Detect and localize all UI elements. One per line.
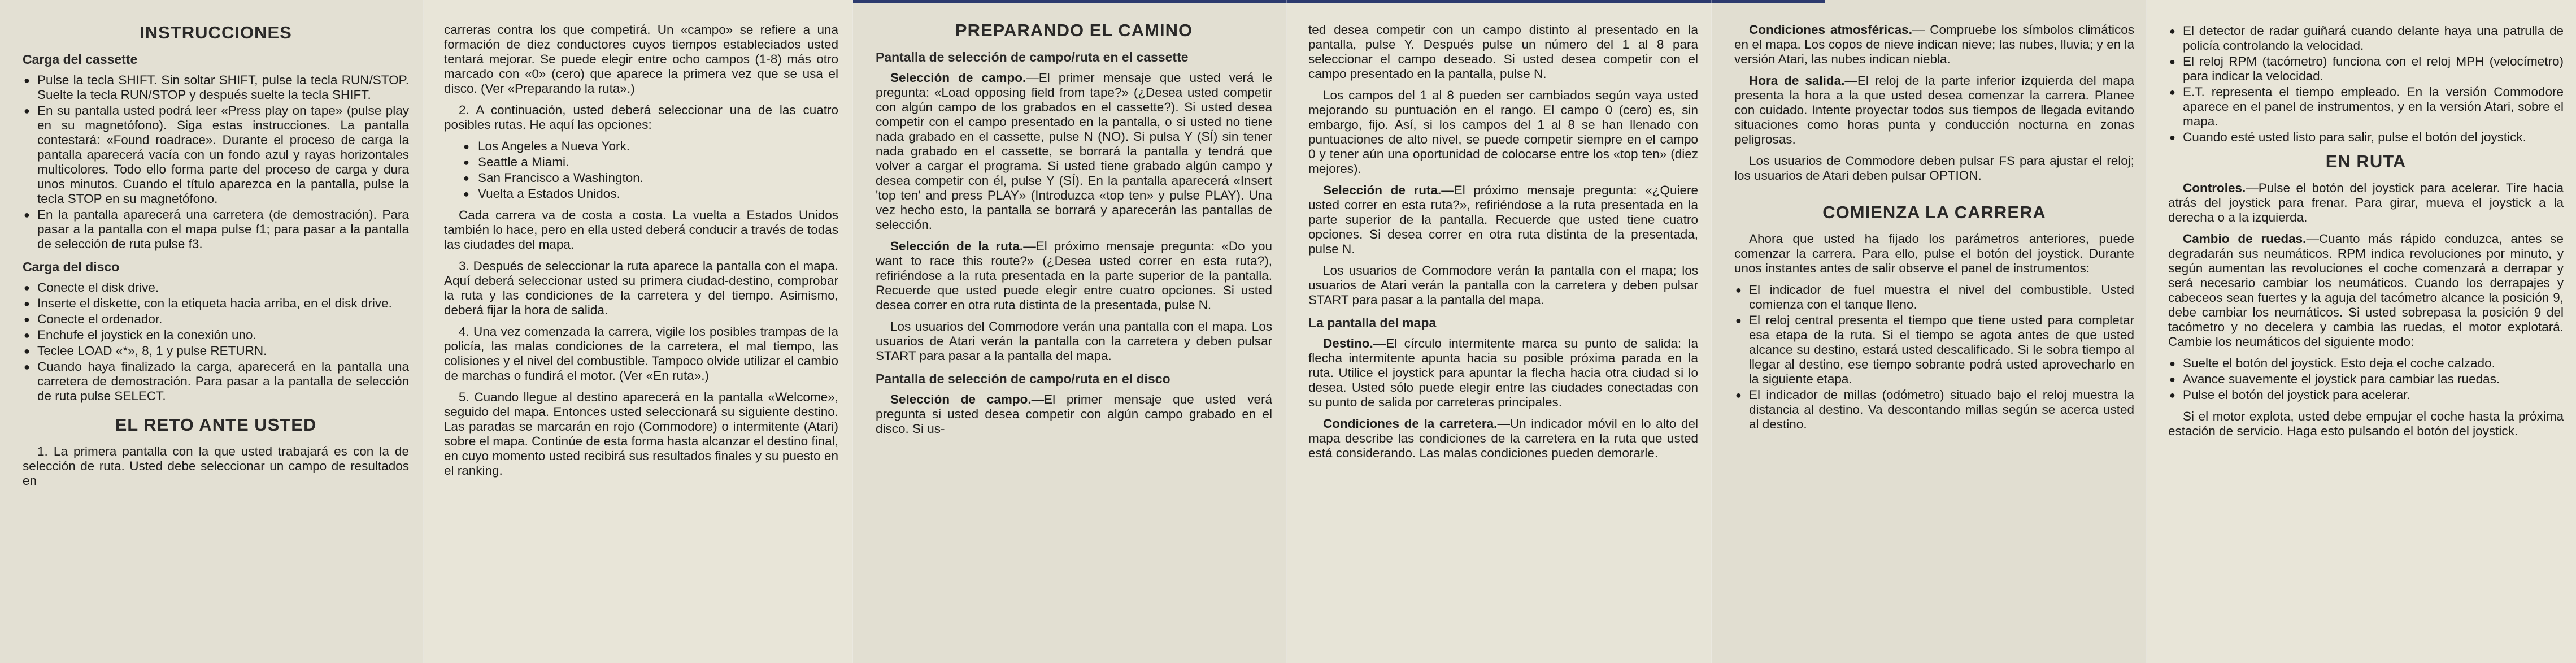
paragraph: Selección de campo.—El primer mensaje que usted verá le pregunta: «Load opposing field from tape?» (¿Desea usted competir con algún campo de los grabados en el cassette?). Si usted desea competir con el campo presentado en la pantalla, o si usted no tiene nada grabado en el cassette, pulse N (NO). Si pulsa Y (SÍ) sin tener nada grabado en el cassette, se borrará la pantalla y tendrá que volver a cargar el programa. Si usted tiene grabado algún campo y desea competir con él, pulse Y (SÍ). En la pantalla aparecerá «Insert 'top ten' and press PLAY» (Introduzca «top ten» y pulse PLAY). Una vez hecho esto, la pantalla se borrará y aparecerán las pantallas de selección. [876, 71, 1272, 232]
top-color-bar [1712, 0, 1825, 3]
list-item: ● El reloj central presenta el tiempo que tiene usted para completar esa etapa de la ruta. Si el tiempo se agota antes de que usted alcance su destino, estará usted descalificado. Si le sobra tiempo al llegar al destino, ese tiempo sobrante podrá usted aprovecharlo en la siguiente etapa. [1734, 313, 2134, 387]
cassette-steps [23, 73, 409, 252]
list-item: ● Suelte el botón del joystick. Esto deja el coche calzado. [2168, 356, 2564, 371]
tire-steps [2168, 356, 2564, 402]
paragraph: Cambio de ruedas.—Cuanto más rápido conduzca, antes se degradarán sus neumáticos. RPM indica revoluciones por minuto, y según aumentan las revoluciones el coche comenzará a derrapar y será necesario cambiar los neumáticos. Cuando los derrapajes y cabeceos sean fuertes y la aguja del tacómetro alcance la posición 9, debe cambiar los neumáticos. Si usted sobrepasa la posición 9 del tacómetro y no decelera y cambia las ruedas, el motor explotará. Cambie los neumáticos del siguiente modo: [2168, 232, 2564, 349]
paragraph: Selección de la ruta.—El próximo mensaje pregunta: «Do you want to race this route?» (¿Desea usted correr en esta ruta?), refiriéndose a la ruta presentada en la parte superior de la pantalla. Recuerde que usted puede elegir entre cuatro opciones. Si usted desea correr en otra ruta distinta de la presentada, pulse N. [876, 239, 1272, 312]
top-color-bar [1287, 0, 1712, 3]
list-item: ● San Francisco a Washington. [444, 171, 838, 185]
list-item: ● El indicador de fuel muestra el nivel del combustible. Usted comienza con el tanque lleno. [1734, 283, 2134, 312]
paragraph: Condiciones atmosféricas.— Compruebe los símbolos climáticos en el mapa. Los copos de nieve indican nieve; las nubes, lluvia; y en la versión Atari, las nubes indican niebla. [1734, 23, 2134, 66]
lead-term: Selección de ruta. [1323, 183, 1442, 197]
lead-term: Destino. [1323, 336, 1373, 350]
disk-heading: Carga del disco [23, 259, 120, 274]
paragraph: Los usuarios del Commodore verán una pantalla con el mapa. Los usuarios de Atari verán la pantalla con la carretera y deben pulsar START para pasar a la pantalla del mapa. [876, 319, 1272, 363]
list-item: ● Conecte el ordenador. [23, 312, 409, 327]
paragraph: Hora de salida.—El reloj de la parte inferior izquierda del mapa presenta la hora a la que usted desea comenzar la carrera. Planee con cuidado. Intente proyectar todos sus tiempos de llegada evitando situaciones como horas punta y conducción nocturna en zonas peligrosas. [1734, 73, 2135, 146]
paragraph: 2. A continuación, usted deberá seleccionar una de las cuatro posibles rutas. He aquí las opciones: [444, 103, 838, 132]
panel-comienza [1712, 0, 2147, 663]
list-item: ● Pulse el botón del joystick para acelerar. [2168, 388, 2564, 402]
top-color-bar [853, 0, 1287, 3]
paragraph: Ahora que usted ha fijado los parámetros anteriores, puede comenzar la carrera. Para ello, pulse el botón del joystick. Durante unos instantes antes de salir observe el panel de instrumentos: [1734, 232, 2134, 275]
lead-term: Condiciones atmosféricas. [1749, 23, 1912, 37]
panel-en-ruta [2147, 0, 2576, 663]
paragraph: ted desea competir con un campo distinto al presentado en la pantalla, pulse Y. Después pulse un número del 1 al 8 para seleccionar el campo deseado. Si usted desea competir con el campo presentado en la pantalla, pulse N. [1308, 23, 1698, 81]
lead-term: Selección de campo. [890, 392, 1032, 406]
subheading: Pantalla de selección de campo/ruta en el cassette [876, 50, 1189, 64]
panel-instrucciones [0, 0, 424, 663]
lead-term: Selección de la ruta. [890, 239, 1024, 253]
paragraph: Cada carrera va de costa a costa. La vuelta a Estados Unidos también lo hace, pero en ella usted deberá conducir a través de todas las ciudades del mapa. [444, 208, 838, 252]
paragraph: Si el motor explota, usted debe empujar el coche hasta la próxima estación de servicio. Haga esto pulsando el botón del joystick. [2168, 409, 2564, 438]
paragraph: Los campos del 1 al 8 pueden ser cambiados según vaya usted mejorando su puntuación en el rango. El campo 0 (cero) es, sin embargo, fijo. Así, si los campos del 1 al 8 se han llenado con puntuaciones de alto nivel, se puede competir siempre en el campo 0 y tener aún una oportunidad de colocarse entre los «top ten» (diez mejores). [1308, 88, 1698, 176]
panel-reto-continuacion [424, 0, 853, 663]
paragraph: carreras contra los que competirá. Un «campo» se refiere a una formación de diez conductores cuyos tiempos estableciados usted tentará mejorar. Se puede elegir entre ocho campos (1-8) más otro marcado con «0» (cero) que aparece la primera vez que se usa el disco. (Ver «Preparando la ruta».) [444, 23, 838, 96]
paragraph: Controles.—Pulse el botón del joystick para acelerar. Tire hacia atrás del joystick para frenar. Para girar, mueva el joystick a la derecha o a la izquierda. [2168, 181, 2564, 224]
disk-steps [23, 280, 409, 404]
subheading: Pantalla de selección de campo/ruta en el disco [876, 371, 1170, 386]
list-item: ● Enchufe el joystick en la conexión uno. [23, 328, 409, 343]
list-item: ● Conecte el disk drive. [23, 280, 409, 295]
lead-term: Selección de campo. [890, 71, 1026, 85]
paragraph: Condiciones de la carretera.—Un indicador móvil en lo alto del mapa describe las condiciones de la carretera en la ruta que usted está considerando. Las malas condiciones pueden demorarle. [1308, 417, 1698, 460]
list-item: ● Cuando haya finalizado la carga, aparecerá en la pantalla una carretera de demostración. Para pasar a la pantalla de selección de ruta pulse SELECT. [23, 359, 409, 404]
paragraph: Selección de ruta.—El próximo mensaje pregunta: «¿Quiere usted correr en esta ruta?», refiriéndose a la ruta presentada en la parte superior de la pantalla. Recuerde que usted tiene cuatro opciones. Si desea correr en otra ruta distinta de la presentada, pulse N. [1308, 183, 1698, 256]
paragraph: 1. La primera pantalla con la que usted trabajará es con la de selección de ruta. Usted debe seleccionar un campo de resultados en [23, 444, 409, 488]
section-title: PREPARANDO EL CAMINO [955, 20, 1193, 40]
section-title: INSTRUCCIONES [140, 23, 292, 42]
route-options [444, 139, 838, 201]
list-item: ● Los Angeles a Nueva York. [444, 139, 838, 154]
reto-title: EL RETO ANTE USTED [115, 415, 317, 435]
panel-mapa [1287, 0, 1712, 663]
section-title: COMIENZA LA CARRERA [1822, 202, 2046, 222]
list-item: ● Vuelta a Estados Unidos. [444, 187, 838, 201]
section-title: EN RUTA [2325, 151, 2407, 171]
paragraph: 4. Una vez comenzada la carrera, vigile los posibles trampas de la policía, las malas condiciones de la carretera, el mal tiempo, las colisiones y el nivel del combustible. Tampoco olvide utilizar el cambio de marchas o fundirá el motor. (Ver «En ruta».) [444, 324, 838, 383]
list-item: ● En la pantalla aparecerá una carretera (de demostración). Para pasar a la pantalla con el mapa pulse f1; para pasar a la pantalla de selección de ruta pulse f3. [23, 207, 409, 252]
lead-term: Cambio de ruedas. [2183, 232, 2307, 246]
subheading: La pantalla del mapa [1308, 315, 1437, 330]
list-item: ● Seattle a Miami. [444, 155, 838, 170]
lead-term: Hora de salida. [1749, 73, 1845, 88]
cassette-heading: Carga del cassette [23, 52, 138, 67]
paragraph: Los usuarios de Commodore verán la pantalla con el mapa; los usuarios de Atari verán la pantalla con la carretera y deben pulsar START para pasar a la pantalla del mapa. [1308, 263, 1698, 307]
list-item: ● El detector de radar guiñará cuando delante haya una patrulla de policía controlando la velocidad. [2168, 24, 2564, 53]
list-item: ● El indicador de millas (odómetro) situado bajo el reloj muestra la distancia al destino. Va descontando millas según se acerca usted al destino. [1734, 388, 2134, 432]
paragraph: Destino.—El círculo intermitente marca su punto de salida: la flecha intermitente apunta hacia su posible próxima parada en la ruta. Utilice el joystick para apuntar la flecha hacia otra ciudad si lo desea. Usted sólo puede elegir entre las ciudades conectadas con su punto de salida por carreteras principales. [1308, 336, 1698, 409]
list-item: ● Teclee LOAD «*», 8, 1 y pulse RETURN. [23, 344, 409, 358]
list-item: ● E.T. representa el tiempo empleado. En la versión Commodore aparece en el panel de instrumentos, y en la versión Atari, sobre el mapa. [2168, 85, 2564, 129]
panel-preparando [853, 0, 1287, 663]
instrument-list-cont [2168, 24, 2564, 145]
list-item: ● En su pantalla usted podrá leer «Press play on tape» (pulse play en su magnetófono). Siga estas instrucciones. La pantalla contestará: «Found roadrace». Durante el proceso de carga la pantalla aparecerá vacía con un fondo azul y rayas horizontales multicolores. Todo ello forma parte del proceso de carga y dura unos minutos. Cuando el título aparezca en la pantalla, pulse la tecla STOP en su magnetófono. [23, 103, 409, 206]
lead-term: Condiciones de la carretera. [1323, 417, 1498, 431]
paragraph: Selección de campo.—El primer mensaje que usted verá pregunta si usted desea competir con algún campo grabado en el disco. Si us- [876, 392, 1272, 436]
list-item: ● Avance suavemente el joystick para cambiar las ruedas. [2168, 372, 2564, 387]
lead-term: Controles. [2183, 181, 2246, 195]
list-item: ● Pulse la tecla SHIFT. Sin soltar SHIFT, pulse la tecla RUN/STOP. Suelte la tecla RUN/STOP y después suelte la tecla SHIFT. [23, 73, 409, 102]
list-item: ● Cuando esté usted listo para salir, pulse el botón del joystick. [2168, 130, 2564, 145]
paragraph: Los usuarios de Commodore deben pulsar FS para ajustar el reloj; los usuarios de Atari deben pulsar OPTION. [1734, 154, 2134, 183]
instrument-list [1734, 283, 2134, 432]
paragraph: 5. Cuando llegue al destino aparecerá en la pantalla «Welcome», seguido del mapa. Entonces usted seleccionará su siguiente destino. Las paradas se marcarán en rojo (Commodore) o intermitente (Atari) sobre el mapa. Continúe de esta forma hasta alcanzar el destino final, en cuyo momento usted recibirá sus resultados finales y su puesto en el ranking. [444, 390, 838, 478]
list-item: ● El reloj RPM (tacómetro) funciona con el reloj MPH (velocímetro) para indicar la velocidad. [2168, 54, 2564, 84]
list-item: ● Inserte el diskette, con la etiqueta hacia arriba, en el disk drive. [23, 296, 409, 311]
paragraph: 3. Después de seleccionar la ruta aparece la pantalla con el mapa. Aquí deberá seleccionar usted su primera ciudad-destino, comprobar la ruta y las condiciones de la carretera y del tiempo. Asimismo, deberá fijar la hora de salida. [444, 259, 838, 317]
